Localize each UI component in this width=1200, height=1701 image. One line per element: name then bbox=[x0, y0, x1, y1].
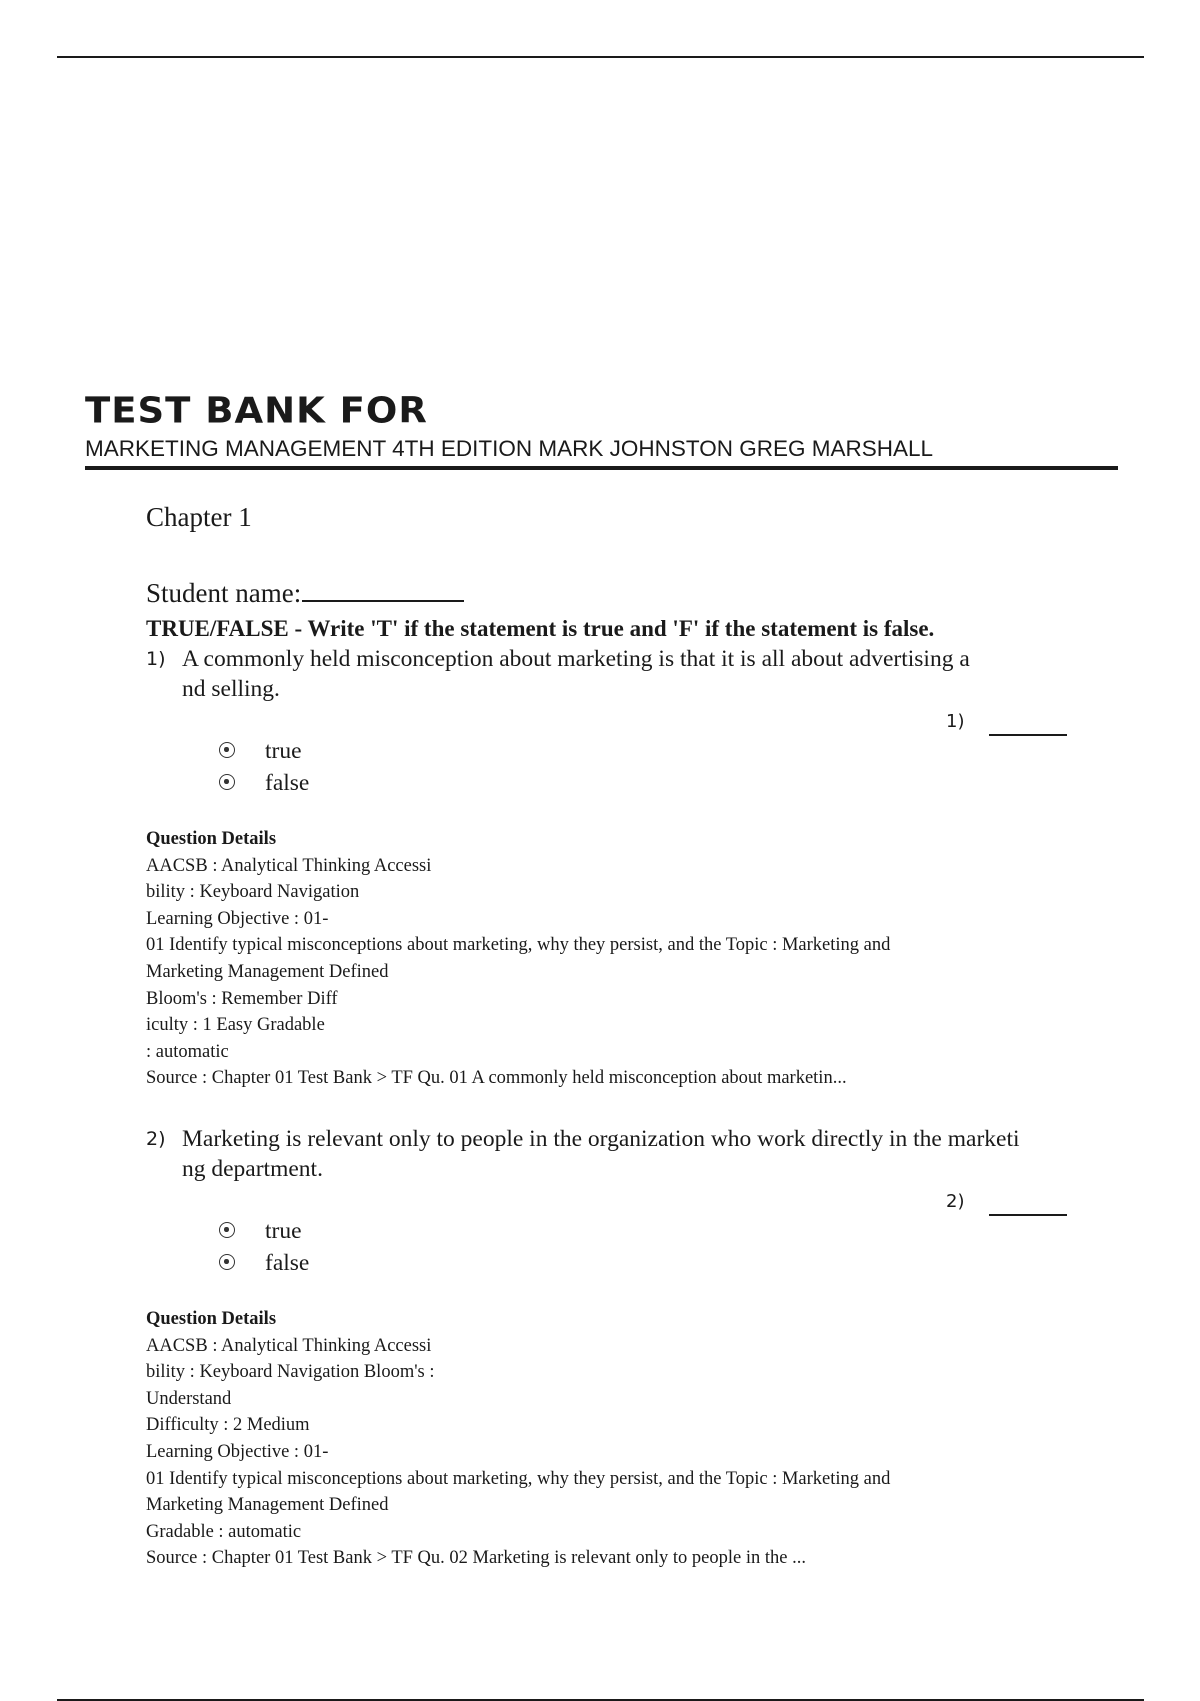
answer-label: 1) bbox=[946, 711, 965, 732]
option-label: true bbox=[265, 738, 302, 764]
detail-line: AACSB : Analytical Thinking Accessi bbox=[146, 855, 432, 876]
detail-line: Marketing Management Defined bbox=[146, 1495, 389, 1516]
detail-line: Understand bbox=[146, 1388, 232, 1409]
header-rule bbox=[85, 466, 1118, 470]
answer-label: 2) bbox=[946, 1191, 965, 1212]
detail-line: 01 Identify typical misconceptions about marketing, why they persist, and the Topic : Marketing and bbox=[146, 1468, 891, 1489]
question-number: 2) bbox=[146, 1128, 166, 1150]
detail-line: iculty : 1 Easy Gradable bbox=[146, 1015, 325, 1036]
question-text-line: ng department. bbox=[182, 1156, 323, 1182]
answer-blank[interactable] bbox=[989, 734, 1067, 736]
detail-line: Learning Objective : 01- bbox=[146, 908, 329, 929]
detail-line: AACSB : Analytical Thinking Accessi bbox=[146, 1335, 432, 1356]
question-number: 1) bbox=[146, 648, 166, 670]
instructions: TRUE/FALSE - Write 'T' if the statement is true and 'F' if the statement is false. bbox=[146, 616, 935, 641]
student-name-blank[interactable] bbox=[302, 578, 464, 602]
detail-line: Source : Chapter 01 Test Bank > TF Qu. 01 A commonly held misconception about marketin... bbox=[146, 1068, 847, 1089]
question-text-line: Marketing is relevant only to people in the organization who work directly in the marketi bbox=[182, 1126, 1020, 1152]
radio-button-icon[interactable] bbox=[219, 1254, 235, 1270]
detail-line: Source : Chapter 01 Test Bank > TF Qu. 02 Marketing is relevant only to people in the ... bbox=[146, 1548, 806, 1569]
question-details-1 bbox=[146, 826, 986, 1092]
answer-blank[interactable] bbox=[989, 1214, 1067, 1216]
question-text-line: A commonly held misconception about marketing is that it is all about advertising a bbox=[182, 646, 970, 672]
detail-line: bility : Keyboard Navigation Bloom's : bbox=[146, 1362, 435, 1383]
student-name-row bbox=[146, 576, 464, 610]
top-rule bbox=[57, 56, 1144, 58]
option-label: false bbox=[265, 770, 310, 796]
detail-line: Difficulty : 2 Medium bbox=[146, 1415, 310, 1436]
question-1 bbox=[146, 644, 1076, 794]
question-details-heading: Question Details bbox=[146, 829, 277, 849]
option-label: false bbox=[265, 1250, 310, 1276]
detail-line: Learning Objective : 01- bbox=[146, 1441, 329, 1462]
radio-button-icon[interactable] bbox=[219, 742, 235, 758]
radio-button-icon[interactable] bbox=[219, 774, 235, 790]
chapter-heading: Chapter 1 bbox=[146, 502, 252, 532]
option-label: true bbox=[265, 1218, 302, 1244]
detail-line: Marketing Management Defined bbox=[146, 961, 389, 982]
detail-line: Bloom's : Remember Diff bbox=[146, 988, 338, 1009]
question-details-heading: Question Details bbox=[146, 1309, 277, 1329]
document-header bbox=[85, 390, 1118, 463]
detail-line: bility : Keyboard Navigation bbox=[146, 882, 360, 903]
detail-line: : automatic bbox=[146, 1041, 229, 1062]
detail-line: Gradable : automatic bbox=[146, 1521, 302, 1542]
header-title: TEST BANK FOR bbox=[85, 390, 428, 431]
detail-line: 01 Identify typical misconceptions about marketing, why they persist, and the Topic : Marketing and bbox=[146, 935, 891, 956]
question-text bbox=[182, 644, 1062, 704]
radio-button-icon[interactable] bbox=[219, 1222, 235, 1238]
question-2 bbox=[146, 1124, 1076, 1274]
student-name-label: Student name: bbox=[146, 578, 302, 608]
question-details-2 bbox=[146, 1306, 986, 1572]
question-text bbox=[182, 1124, 1062, 1184]
question-text-line: nd selling. bbox=[182, 676, 280, 702]
header-subtitle: MARKETING MANAGEMENT 4TH EDITION MARK JOHNSTON GREG MARSHALL bbox=[85, 436, 934, 461]
